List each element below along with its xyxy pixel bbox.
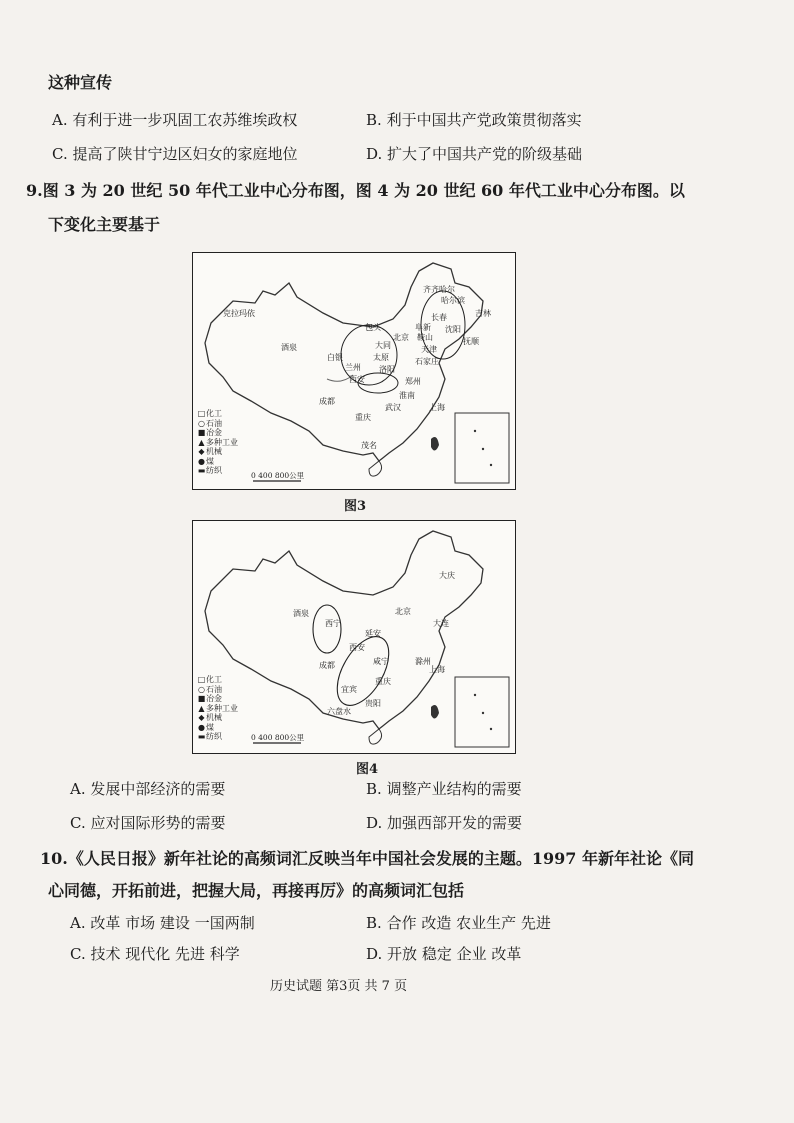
legend-item: [197, 428, 238, 438]
city-fushun: 抚顺: [463, 337, 479, 346]
city-xian: 西安: [349, 375, 365, 384]
option-letter: B.: [366, 111, 382, 129]
city-chongqing: 重庆: [375, 677, 391, 686]
figure-4-map: [192, 520, 516, 754]
q10-option-c: [70, 943, 240, 965]
option-text: 改革 市场 建设 一国两制: [90, 914, 255, 932]
option-text: 技术 现代化 先进 科学: [90, 945, 240, 963]
q10-stem-line1: 10.《人民日报》新年社论的高频词汇反映当年中国社会发展的主题。1997 年新年社论《同: [40, 849, 694, 868]
city-datong: 大同: [375, 341, 391, 350]
legend-symbol: ○: [198, 418, 205, 428]
legend-label: 多种工业: [206, 437, 238, 447]
city-fuxin: 阜新: [415, 323, 431, 332]
city-baotou: 包头: [365, 323, 381, 332]
q9-option-c: [70, 812, 226, 834]
city-shenyang: 沈阳: [445, 325, 461, 334]
legend-item: [197, 447, 238, 457]
q9-stem-line1: 9.图 3 为 20 世纪 50 年代工业中心分布图，图 4 为 20 世纪 60 年代工业中心分布图。以: [26, 181, 685, 200]
city-lanzhou: 兰州: [345, 363, 361, 372]
option-text: 利于中国共产党政策贯彻落实: [386, 111, 582, 129]
city-chongqing: 重庆: [355, 413, 371, 422]
legend-label: 多种工业: [206, 703, 238, 713]
city-shanghai: 上海: [429, 403, 445, 412]
option-letter: C.: [52, 145, 68, 163]
city-anshan: 鞍山: [417, 333, 433, 342]
city-wuhan: 武汉: [385, 403, 401, 412]
legend-item: [197, 732, 238, 742]
city-tianjin: 天津: [421, 345, 437, 354]
legend-item: [197, 419, 238, 429]
city-liupanshui: 六盘水: [327, 707, 351, 716]
page-footer: 历史试题 第3页 共 7 页: [270, 979, 408, 994]
option-letter: A.: [70, 780, 86, 798]
legend-symbol: ▲: [198, 703, 205, 713]
q9-option-a: [70, 778, 225, 800]
city-yibin: 宜宾: [341, 685, 357, 694]
figure-3-map: [192, 252, 516, 490]
city-chengdu: 成都: [319, 397, 335, 406]
q10-stem-line2: 心同德，开拓前进，把握大局，再接再厉》的高频词汇包括: [48, 881, 465, 900]
option-text: 应对国际形势的需要: [90, 814, 226, 832]
option-letter: C.: [70, 814, 86, 832]
legend-item: [197, 457, 238, 467]
legend-symbol: ◆: [198, 713, 205, 722]
legend-label: 冶金: [206, 694, 222, 703]
option-text: 提高了陕甘宁边区妇女的家庭地位: [72, 145, 298, 163]
option-text: 合作 改造 农业生产 先进: [386, 914, 551, 932]
city-guiyang: 贵阳: [365, 699, 381, 708]
city-yanan: 延安: [365, 629, 381, 638]
legend-fig3: [197, 409, 238, 476]
legend-symbol: ●: [198, 456, 205, 466]
legend-item: [197, 723, 238, 733]
city-shanghai: 上海: [429, 665, 445, 674]
legend-symbol: ■: [197, 428, 206, 437]
city-qiqihaer: 齐齐哈尔: [423, 285, 455, 294]
option-letter: B.: [366, 914, 382, 932]
legend-item: [197, 713, 238, 723]
city-beijing: 北京: [393, 333, 409, 342]
option-letter: C.: [70, 945, 86, 963]
legend-item: [197, 438, 238, 448]
q8-option-c: [52, 143, 298, 165]
city-jiuquan: 酒泉: [293, 609, 309, 618]
option-letter: D.: [366, 945, 383, 963]
legend-label: 纺织: [206, 466, 222, 475]
option-text: 加强西部开发的需要: [387, 814, 523, 832]
china-outline-fig4: [193, 521, 515, 753]
legend-label: 化工: [206, 675, 222, 684]
scale-bar-label: 0 400 800公里: [251, 471, 305, 480]
legend-label: 煤: [206, 722, 214, 732]
legend-symbol: ●: [198, 722, 205, 732]
city-beijing: 北京: [395, 607, 411, 616]
city-shijiazhuang: 石家庄: [415, 357, 439, 366]
option-letter: A.: [52, 111, 68, 129]
legend-symbol: ◆: [198, 447, 205, 456]
legend-symbol: ○: [198, 684, 205, 694]
legend-item: [197, 694, 238, 704]
city-xining: 西宁: [325, 619, 341, 628]
q10-option-a: [70, 912, 255, 934]
q8-option-b: [366, 109, 582, 131]
city-changchun: 长春: [431, 313, 447, 322]
city-chengdu: 成都: [319, 661, 335, 670]
legend-item: [197, 685, 238, 695]
legend-item: [197, 409, 238, 419]
option-text: 扩大了中国共产党的阶级基础: [387, 145, 583, 163]
scale-bar-label: 0 400 800公里: [251, 733, 305, 742]
q9-option-d: [366, 812, 522, 834]
legend-item: [197, 675, 238, 685]
city-huainan: 淮南: [399, 391, 415, 400]
option-letter: D.: [366, 145, 383, 163]
legend-symbol: □: [197, 409, 206, 418]
q8-stem-tail: 这种宣传: [48, 73, 113, 92]
legend-label: 石油: [206, 684, 222, 694]
option-text: 调整产业结构的需要: [386, 780, 522, 798]
city-chuzhou: 滁州: [415, 657, 431, 666]
city-zhengzhou: 郑州: [405, 377, 421, 386]
legend-label: 纺织: [206, 732, 222, 741]
q8-option-a: [52, 109, 297, 131]
city-daqing: 大庆: [439, 571, 455, 580]
legend-symbol: ▬: [197, 732, 206, 741]
option-text: 发展中部经济的需要: [90, 780, 226, 798]
q10-option-d: [366, 943, 521, 965]
option-text: 开放 稳定 企业 改革: [387, 945, 522, 963]
city-kelamayi: 克拉玛依: [223, 309, 255, 318]
legend-fig4: [197, 675, 238, 742]
legend-symbol: ▬: [197, 466, 206, 475]
city-xianyang: 咸宁: [373, 657, 389, 666]
q10-option-b: [366, 912, 551, 934]
figure-4-caption: 图4: [356, 762, 379, 777]
figure-3-caption: 图3: [344, 499, 367, 514]
q9-stem-line2: 下变化主要基于: [48, 215, 161, 234]
city-maoming: 茂名: [361, 441, 377, 450]
legend-symbol: ■: [197, 694, 206, 703]
city-dalian: 大连: [433, 619, 449, 628]
city-jiuquan: 酒泉: [281, 343, 297, 352]
legend-label: 冶金: [206, 428, 222, 437]
legend-label: 化工: [206, 409, 222, 418]
option-letter: A.: [70, 914, 86, 932]
option-letter: D.: [366, 814, 383, 832]
option-letter: B.: [366, 780, 382, 798]
q9-option-b: [366, 778, 522, 800]
legend-item: [197, 466, 238, 476]
q8-option-d: [366, 143, 582, 165]
city-baiyin: 白银: [327, 353, 343, 362]
legend-item: [197, 704, 238, 714]
city-jilin: 吉林: [475, 309, 491, 318]
legend-symbol: □: [197, 675, 206, 684]
legend-label: 机械: [206, 713, 222, 722]
legend-label: 煤: [206, 456, 214, 466]
city-xian: 西安: [349, 643, 365, 652]
city-luoyang: 洛阳: [379, 365, 395, 374]
legend-symbol: ▲: [198, 437, 205, 447]
legend-label: 石油: [206, 418, 222, 428]
city-haerbin: 哈尔滨: [441, 296, 465, 305]
city-taiyuan: 太原: [373, 353, 389, 362]
option-text: 有利于进一步巩固工农苏维埃政权: [72, 111, 298, 129]
legend-label: 机械: [206, 447, 222, 456]
